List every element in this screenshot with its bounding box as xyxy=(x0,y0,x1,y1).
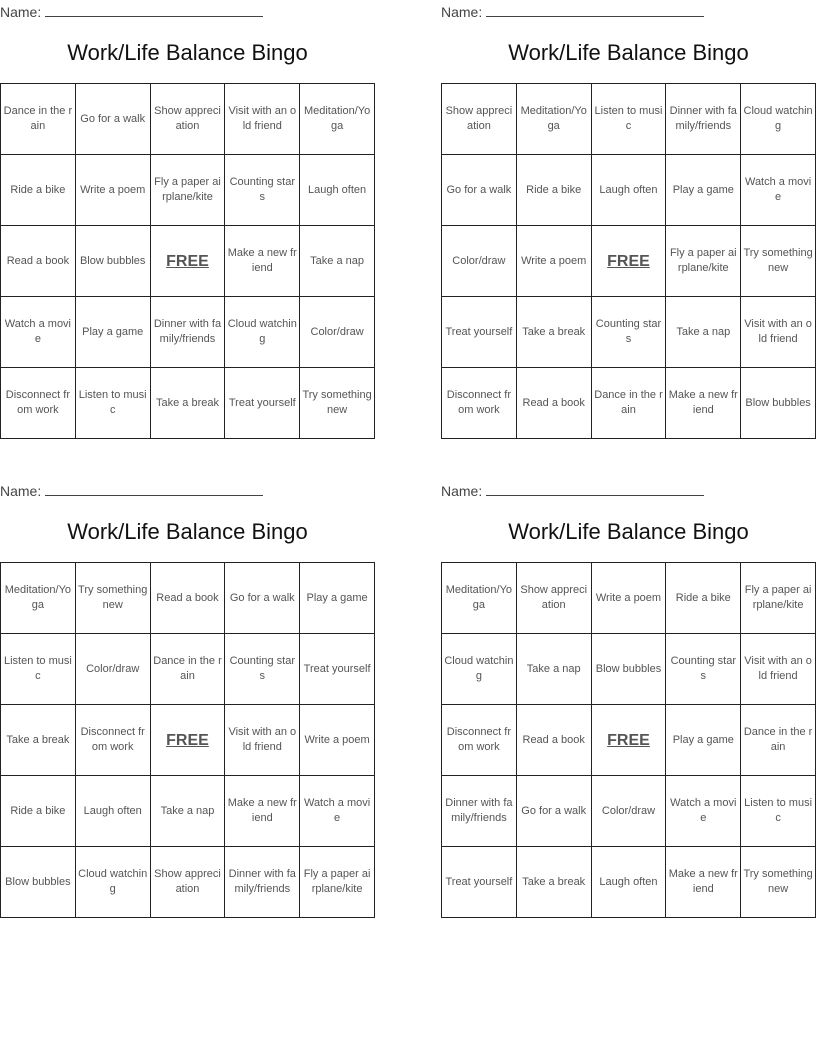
name-blank[interactable] xyxy=(45,2,263,17)
bingo-cell: Disconnect from work xyxy=(442,368,517,439)
card-title: Work/Life Balance Bingo xyxy=(508,40,749,65)
bingo-cell: Watch a movie xyxy=(741,155,816,226)
bingo-cell: Read a book xyxy=(1,226,76,297)
bingo-cell: Color/draw xyxy=(75,634,150,705)
bingo-cell: Take a break xyxy=(516,847,591,918)
bingo-cell: Try something new xyxy=(741,847,816,918)
bingo-cell: Visit with an old friend xyxy=(741,297,816,368)
name-line xyxy=(0,2,263,20)
bingo-cell: Show appreciation xyxy=(150,84,225,155)
name-blank[interactable] xyxy=(486,481,704,496)
bingo-cell: Write a poem xyxy=(591,563,666,634)
bingo-cell: Watch a movie xyxy=(1,297,76,368)
bingo-card xyxy=(441,0,816,440)
bingo-cell: Color/draw xyxy=(442,226,517,297)
bingo-cell: Dinner with family/friends xyxy=(666,84,741,155)
bingo-cell: Treat yourself xyxy=(225,368,300,439)
free-space: FREE xyxy=(150,705,225,776)
bingo-cell: Take a nap xyxy=(516,634,591,705)
bingo-cell: Laugh often xyxy=(300,155,375,226)
bingo-cell: Disconnect from work xyxy=(442,705,517,776)
bingo-cell: Write a poem xyxy=(75,155,150,226)
bingo-cell: Show appreciation xyxy=(442,84,517,155)
bingo-cell: Visit with an old friend xyxy=(225,84,300,155)
bingo-cell: Try something new xyxy=(75,563,150,634)
free-space: FREE xyxy=(150,226,225,297)
bingo-cell: Play a game xyxy=(666,705,741,776)
bingo-cell: Take a break xyxy=(1,705,76,776)
bingo-row xyxy=(442,705,816,776)
bingo-cell: Disconnect from work xyxy=(75,705,150,776)
bingo-grid xyxy=(0,562,375,918)
name-label: Name: xyxy=(0,4,42,20)
bingo-cell: Cloud watching xyxy=(225,297,300,368)
bingo-row xyxy=(442,634,816,705)
bingo-grid xyxy=(441,562,816,918)
bingo-cell: Color/draw xyxy=(300,297,375,368)
bingo-row xyxy=(1,84,375,155)
bingo-cell: Write a poem xyxy=(300,705,375,776)
bingo-cell: Meditation/Yoga xyxy=(442,563,517,634)
bingo-cell: Ride a bike xyxy=(1,155,76,226)
name-line xyxy=(0,481,263,499)
bingo-cell: Fly a paper airplane/kite xyxy=(300,847,375,918)
bingo-cell: Laugh often xyxy=(75,776,150,847)
name-label: Name: xyxy=(441,4,483,20)
bingo-row xyxy=(442,563,816,634)
bingo-cell: Go for a walk xyxy=(225,563,300,634)
bingo-cell: Dance in the rain xyxy=(1,84,76,155)
bingo-cell: Dance in the rain xyxy=(150,634,225,705)
bingo-cell: Ride a bike xyxy=(516,155,591,226)
bingo-cell: Take a break xyxy=(516,297,591,368)
bingo-cell: Visit with an old friend xyxy=(225,705,300,776)
bingo-row xyxy=(1,563,375,634)
bingo-row xyxy=(442,776,816,847)
bingo-cell: Counting stars xyxy=(666,634,741,705)
bingo-cell: Counting stars xyxy=(225,634,300,705)
bingo-cell: Ride a bike xyxy=(666,563,741,634)
bingo-row xyxy=(1,847,375,918)
bingo-cell: Read a book xyxy=(516,705,591,776)
name-blank[interactable] xyxy=(486,2,704,17)
bingo-row xyxy=(1,634,375,705)
name-line xyxy=(441,2,704,20)
bingo-cell: Go for a walk xyxy=(75,84,150,155)
bingo-cell: Fly a paper airplane/kite xyxy=(741,563,816,634)
bingo-cell: Treat yourself xyxy=(442,297,517,368)
bingo-cell: Dinner with family/friends xyxy=(225,847,300,918)
bingo-cell: Fly a paper airplane/kite xyxy=(150,155,225,226)
bingo-row xyxy=(442,847,816,918)
bingo-cell: Laugh often xyxy=(591,847,666,918)
bingo-card xyxy=(0,0,375,440)
name-label: Name: xyxy=(0,483,42,499)
bingo-cell: Counting stars xyxy=(225,155,300,226)
bingo-cell: Show appreciation xyxy=(516,563,591,634)
card-title: Work/Life Balance Bingo xyxy=(67,519,308,544)
bingo-row xyxy=(1,705,375,776)
name-blank[interactable] xyxy=(45,481,263,496)
bingo-card xyxy=(441,479,816,919)
bingo-cell: Play a game xyxy=(75,297,150,368)
bingo-cell: Dance in the rain xyxy=(741,705,816,776)
bingo-cell: Make a new friend xyxy=(225,226,300,297)
bingo-cell: Go for a walk xyxy=(442,155,517,226)
bingo-cell: Meditation/Yoga xyxy=(1,563,76,634)
bingo-cell: Meditation/Yoga xyxy=(300,84,375,155)
bingo-row xyxy=(442,297,816,368)
bingo-cell: Disconnect from work xyxy=(1,368,76,439)
bingo-cell: Make a new friend xyxy=(666,368,741,439)
bingo-cell: Play a game xyxy=(666,155,741,226)
card-title: Work/Life Balance Bingo xyxy=(508,519,749,544)
bingo-row xyxy=(442,226,816,297)
bingo-cell: Dinner with family/friends xyxy=(442,776,517,847)
bingo-cell: Ride a bike xyxy=(1,776,76,847)
bingo-cell: Take a break xyxy=(150,368,225,439)
bingo-row xyxy=(1,297,375,368)
bingo-grid xyxy=(441,83,816,439)
bingo-cell: Dinner with family/friends xyxy=(150,297,225,368)
bingo-cell: Blow bubbles xyxy=(75,226,150,297)
bingo-cell: Counting stars xyxy=(591,297,666,368)
free-space: FREE xyxy=(591,705,666,776)
bingo-cell: Treat yourself xyxy=(300,634,375,705)
bingo-cell: Listen to music xyxy=(75,368,150,439)
bingo-cell: Blow bubbles xyxy=(1,847,76,918)
bingo-row xyxy=(442,368,816,439)
bingo-cell: Read a book xyxy=(150,563,225,634)
bingo-cell: Laugh often xyxy=(591,155,666,226)
bingo-cell: Treat yourself xyxy=(442,847,517,918)
bingo-row xyxy=(1,776,375,847)
bingo-cell: Write a poem xyxy=(516,226,591,297)
bingo-cell: Take a nap xyxy=(150,776,225,847)
bingo-row xyxy=(1,368,375,439)
bingo-card xyxy=(0,479,375,919)
bingo-cell: Blow bubbles xyxy=(741,368,816,439)
name-label: Name: xyxy=(441,483,483,499)
bingo-cell: Dance in the rain xyxy=(591,368,666,439)
bingo-row xyxy=(442,84,816,155)
bingo-cell: Show appreciation xyxy=(150,847,225,918)
bingo-cell: Listen to music xyxy=(741,776,816,847)
bingo-cell: Cloud watching xyxy=(741,84,816,155)
bingo-row xyxy=(1,155,375,226)
bingo-cell: Color/draw xyxy=(591,776,666,847)
bingo-cell: Cloud watching xyxy=(442,634,517,705)
bingo-cell: Play a game xyxy=(300,563,375,634)
bingo-cell: Take a nap xyxy=(666,297,741,368)
bingo-row xyxy=(1,226,375,297)
bingo-cell: Watch a movie xyxy=(666,776,741,847)
bingo-cell: Fly a paper airplane/kite xyxy=(666,226,741,297)
bingo-cell: Make a new friend xyxy=(666,847,741,918)
bingo-cell: Make a new friend xyxy=(225,776,300,847)
free-space: FREE xyxy=(591,226,666,297)
card-title: Work/Life Balance Bingo xyxy=(67,40,308,65)
bingo-cell: Try something new xyxy=(741,226,816,297)
bingo-cell: Meditation/Yoga xyxy=(516,84,591,155)
bingo-cell: Try something new xyxy=(300,368,375,439)
bingo-row xyxy=(442,155,816,226)
bingo-cell: Read a book xyxy=(516,368,591,439)
bingo-cell: Visit with an old friend xyxy=(741,634,816,705)
bingo-cell: Take a nap xyxy=(300,226,375,297)
bingo-grid xyxy=(0,83,375,439)
bingo-cell: Watch a movie xyxy=(300,776,375,847)
bingo-cell: Listen to music xyxy=(1,634,76,705)
bingo-cell: Listen to music xyxy=(591,84,666,155)
bingo-cell: Go for a walk xyxy=(516,776,591,847)
name-line xyxy=(441,481,704,499)
bingo-cell: Blow bubbles xyxy=(591,634,666,705)
bingo-cell: Cloud watching xyxy=(75,847,150,918)
